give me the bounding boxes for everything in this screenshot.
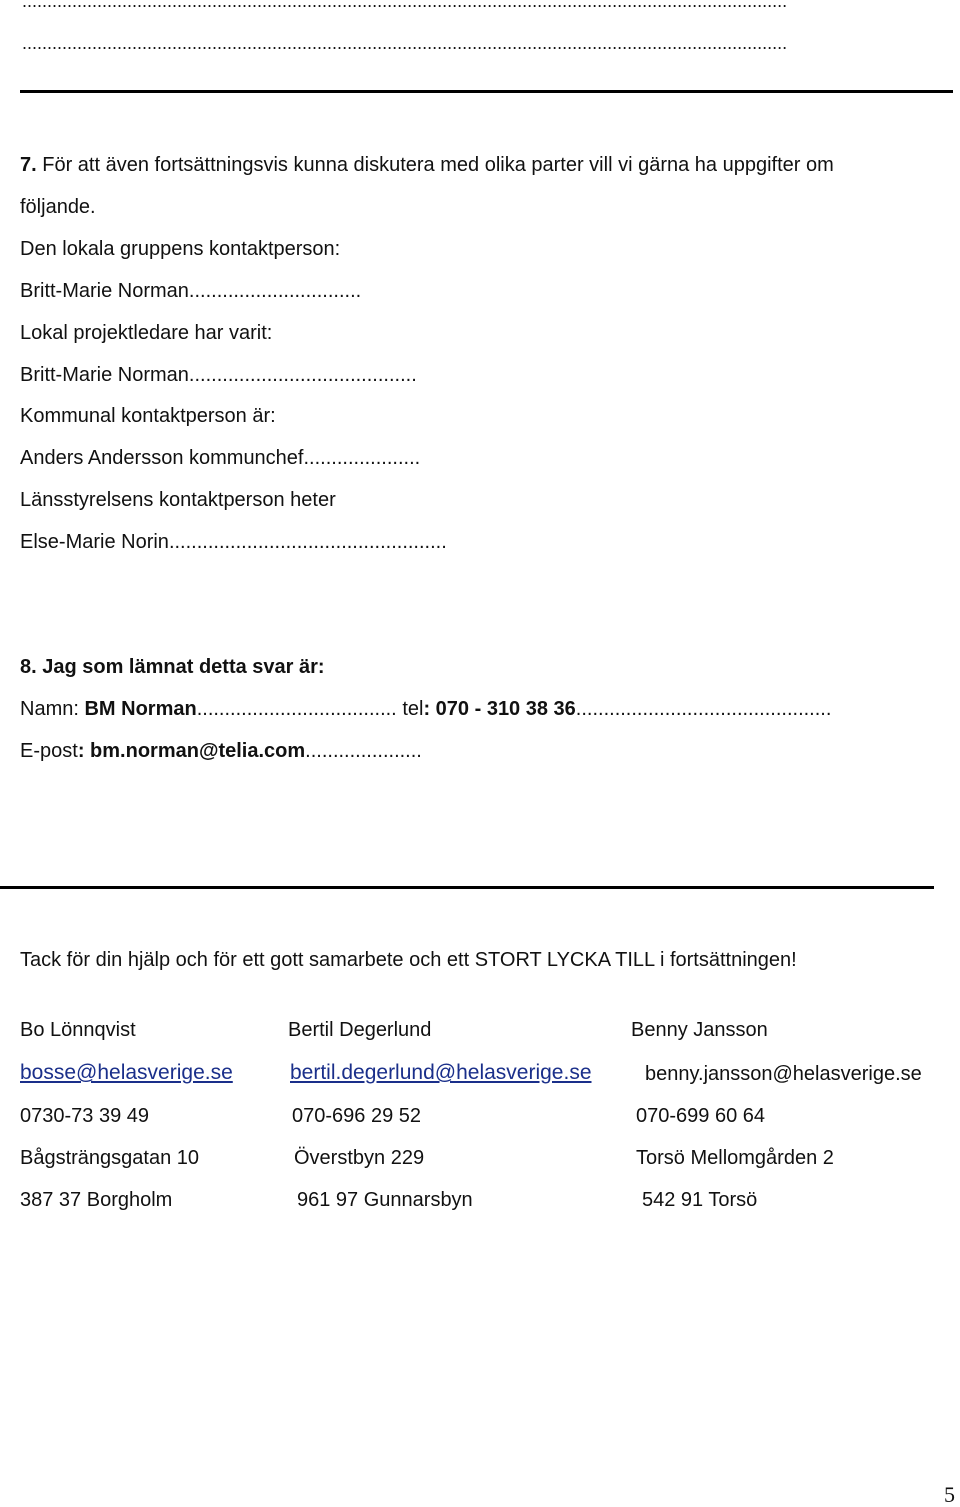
contact-value-municipal (20, 448, 420, 468)
closing-thanks: Tack för din hjälp och för ett gott samarbete och ett STORT LYCKA TILL i fortsättningen! (20, 949, 797, 971)
dotted-line-1: ......................................................................................................................................................... (22, 0, 788, 11)
email-colon: : (77, 740, 85, 762)
email-value: bm.norman@telia.com (90, 740, 306, 762)
name-value: BM Norman (84, 698, 197, 720)
contact-label-municipal: Kommunal kontaktperson är: (20, 405, 276, 427)
signatory-street: Torsö Mellomgården 2 (636, 1147, 834, 1169)
contact-value-local-group (20, 281, 361, 301)
name-label: Namn: (20, 698, 79, 720)
signatory-phone: 070-696 29 52 (292, 1105, 422, 1127)
tel-value: 070 - 310 38 36 (435, 698, 576, 720)
contact-label-local-group: Den lokala gruppens kontaktperson: (20, 238, 341, 260)
q7-question-line-2: följande. (20, 196, 96, 218)
contact-name: Britt-Marie Norman (20, 280, 189, 302)
fill-dots: .............................................. (575, 698, 832, 720)
contact-name: Britt-Marie Norman (20, 364, 189, 386)
signatory-phone: 070-699 60 64 (636, 1105, 766, 1127)
contact-label-project-lead: Lokal projektledare har varit: (20, 322, 273, 344)
q8-heading: 8. Jag som lämnat detta svar är: (20, 656, 325, 678)
tel-label: tel (402, 698, 424, 720)
signatory-name: Bo Lönnqvist (20, 1019, 136, 1041)
fill-dots: ............................... (188, 280, 362, 302)
fill-dots: ..................... (303, 447, 421, 469)
signatory-name: Benny Jansson (631, 1019, 768, 1041)
contact-value-project-lead (20, 365, 417, 385)
signatory-street: Överstbyn 229 (294, 1147, 425, 1169)
contact-name: Else-Marie Norin (20, 531, 169, 553)
signatory-phone: 0730-73 39 49 (20, 1105, 150, 1127)
tel-colon: : (423, 698, 431, 720)
signatory-name: Bertil Degerlund (288, 1019, 432, 1041)
signatory-postal: 542 91 Torsö (642, 1189, 758, 1211)
contact-name: Anders Andersson kommunchef (20, 447, 304, 469)
signatory-email-link[interactable]: bosse@helasverige.se (20, 1061, 233, 1084)
fill-dots: .................................... (196, 698, 397, 720)
contact-label-county: Länsstyrelsens kontaktperson heter (20, 489, 336, 511)
signatory-postal: 961 97 Gunnarsbyn (297, 1189, 473, 1211)
signatory-postal: 387 37 Borgholm (20, 1189, 173, 1211)
dotted-line-2: ......................................................................................................................................................... (22, 33, 788, 53)
respondent-name-line (20, 699, 831, 719)
fill-dots: ......................................... (188, 364, 417, 386)
q7-question-line-1 (20, 155, 834, 175)
respondent-email-line (20, 741, 422, 761)
signatory-email-link[interactable]: bertil.degerlund@helasverige.se (290, 1061, 592, 1084)
fill-dots: ..................... (305, 740, 422, 762)
page-number: 5 (944, 1482, 955, 1507)
fill-dots: .................................................. (168, 531, 447, 553)
contact-value-county (20, 532, 447, 552)
q7-number: 7. (20, 154, 37, 176)
divider-bottom (0, 886, 934, 889)
signatory-street: Bågsträngsgatan 10 (20, 1147, 200, 1169)
email-label: E-post (20, 740, 78, 762)
signatory-email: benny.jansson@helasverige.se (645, 1063, 922, 1085)
q7-question-text: För att även fortsättningsvis kunna diskutera med olika parter vill vi gärna ha uppgifter om (42, 154, 834, 176)
divider-top (20, 90, 953, 93)
